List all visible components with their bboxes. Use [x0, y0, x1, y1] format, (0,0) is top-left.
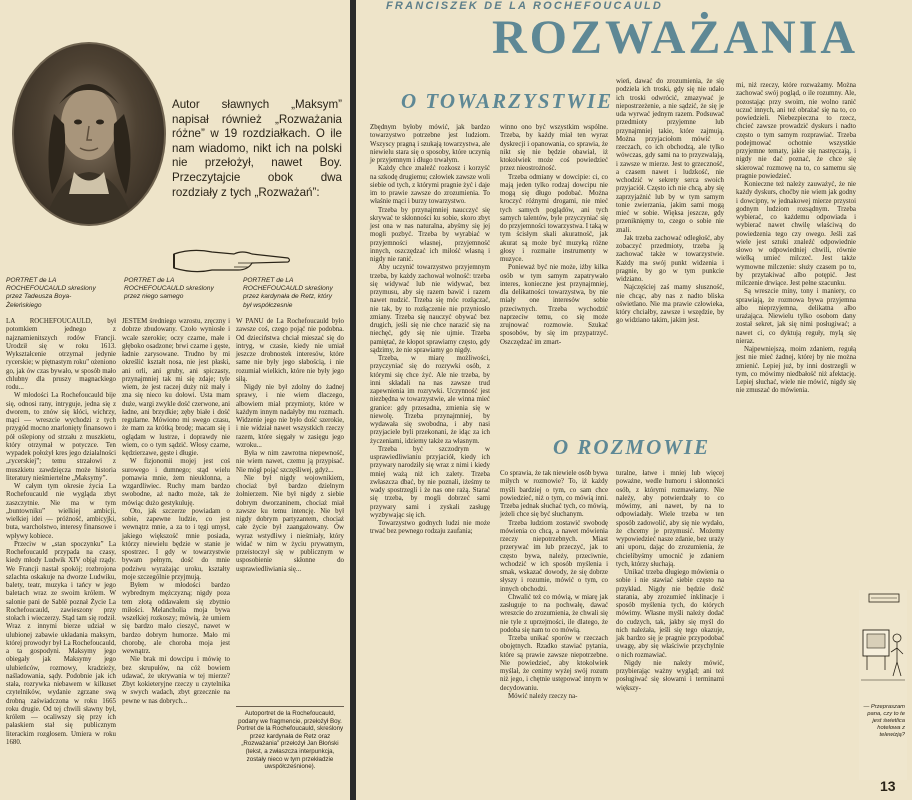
paragraph: Ponieważ być nie może, iżby kilka osób w tym samym zapatrywało interes, konieczne jest przynajmniej, dla delikatności towarzystwa, by nie miały one interesów sobie przeciwnych. Trzeba wychodzić naprzeciw temu, co się może zrujnować rozmowie. Szukać sposobów, by się im przypatrzyć. Oszczędzać im zmart- [500, 264, 608, 346]
paragraph: W całym tym okresie życia La Rochefoucauld nie wygląda zbyt zaszczytnie. Nie ma w tym „buntowniku” wielkiej ambicji, wielkiej idei — próżność, ambicyjki, buta, warcholstwo, interesy finansowe i wpływy kobiece. [6, 483, 116, 540]
section-title-conversation: O ROZMOWIE [553, 435, 711, 459]
paragraph: Byłem w młodości bardzo wybrednym mężczyzną; nigdy poza tem złotą oddawałem się zbytnio miłości. Melancholia moja bywa wszelkiej rozkoszy; mówią, że umiem się bardzo mało cieszyć, nawet w bardzo dobrym humorze. Mało mi chorobę, ale choroba moja jest wewnątrz. [122, 582, 230, 655]
paragraph: Oto, jak szczerze powiadam o sobie, zapewne ludzie, co jest wewnątrz mnie, a za to i tęgi umysł, jakiego większość mnie posiada, którzy niewielu będzie w stanie je spostrzec. I gdy w towarzystwie bywam pełnym, dość do mnie podziwu wyrażając uroku, kształty moje szczególnie przyjmują. [122, 507, 230, 581]
conversation-column-2 [616, 470, 724, 790]
paragraph: Najpewniejszą, moim zdaniem, regułą jest nie mieć żadnej, której by nie można zmienić. Lepiej już, by inni dostrzegli w tym, co mówimy niedbałość niż afektację. Lepiej słuchać, wiele nie mówić, nigdy się nie zmuszać do mówienia. [736, 346, 856, 395]
paragraph: Co sprawia, że tak niewiele osób bywa miłych w rozmowie? To, iż każdy myśli bardziej o tym, co sam chce powiedzieć, niż o tym, co mówią inni. Trzeba jednak słuchać tych, co mówią, jeżeli chce się być słuchanym. [500, 470, 608, 519]
section-title-society: O TOWARZYSTWIE [401, 89, 614, 113]
paragraph: wień, dawać do zrozumienia, że się podziela ich troski, gdy się nie udało ich troski odwrócić, zmazywać je niepostrzeżenie, a nie sądzić, że się je uda wyrwać jednym razem. Podsuwać przedmioty przyjemne lub przynajmniej takie, które zajmują. Można przyjaciołom mówić o rzeczach, co ich obchodzą, ale tylko wówczas, gdy sami na to przyzwalają, i zawsze w mierze. Jest to grzeczność, a czasem nawet i ludzkość, nie wchodzić w sekrety serca swoich przyjaciół. Często ich nie chcą, aby się zaprzyjaźnić lub by w tym samym tonie zwierzania, jakim sami mogą mieć w sobie. Więksa jeszcze, gdy przeniknięmy to, czego o sobie nie znali. [616, 78, 724, 234]
paragraph: Nie brak mi dowcipu i mówię to bez skrupułów, na cóż bowiem udawać, że ukrywania w tej mierze? Zbyt kokieteryjne rzeczy u czytelnika w swych wadach, zbyt grzecznie na pewne w nas dobrych... [122, 656, 230, 705]
paragraph: Konieczne też należy zauważyć, że nie każdy dyskurs, choćby nie wiem jak godny i dowcipny, w jednakowej mierze przystoi godnym ludziom rozsądnym. Trzeba wybierać, co każdemu odpowiada i wybierać nawet chwilę właściwą do powiedzenia tego czy owego. Jeśli zaś wiele jest sztuki znaleźć odpowiednie słowo w odpowiedniej chwili, równie wielką umieć milczeć. Jest także wymowne milczenie: służy czasem po to, by przytakiwać albo potępić. Jest milczenie drwiące. Jest pełne szacunku. [736, 181, 856, 287]
paragraph: Trzeba, w miarę możliwości, przyczyniać się do rozrywki osób, z którymi się chce żyć. Ale nie trzeba, by inni składali na nas zawsze trud zapewnienia im rozrywki. Uczynność jest niezbędna w towarzystwie, ale winna mieć granice: gdy przesadna, zmienia się w niewolę. Trzeba przynajmniej, by wydawała się swobodna, i aby nasi przyjaciele byli przekonani, że idąc za ich życzeniami, idziemy także za własnym. [370, 355, 490, 445]
cartoon-caption: — Przepraszam pana, czy to te jest świetlica hotelowa z telewizją? [863, 704, 905, 738]
author-name: FRANCISZEK DE LA ROCHEFOUCAULD [386, 0, 664, 12]
self-portrait-column [122, 318, 230, 796]
article-column-4 [736, 82, 856, 742]
paragraph: W młodości La Rochefoucauld bije się, odnosi rany, intryguje, jedna się z dworem, to znów się kłóci, wichrzy, mąci — wreszcie wychodzi z tych przygód mocno znarlonięty finansowo i pół oślepiony od strzału z muszkietu, który otrzymał w potyczce. Ten wypadek położył kres jego działalności „rycerskiej”; temu strzałowi z muszkietu zawdzięcza może historia literatury nieśmiertelne „Maksymy”. [6, 392, 116, 482]
article-column-2 [500, 124, 608, 434]
paragraph: Była w nim zawrotna niepewność, nie wiem nawet, czemu ją przypisać. Nie mógł pojąć szczęśliwej, gdyż... [236, 450, 344, 474]
biography-column [6, 318, 116, 796]
caption-self: PORTRET de LA ROCHEFOUCAULD skreślony przez niego samego [124, 277, 214, 301]
paragraph: W PANU de La Rochefoucauld było zawsze coś, czego pojąć nie podobna. Od dzieciństwa chciał mieszać się do intryg, w czasie, kiedy nie umiał jeszcze drobnostek interesów, które same nie były jego słabością, i nie rozumiał wielkich, które nie były jego siłą. [236, 318, 344, 383]
paragraph: Jak trzeba zachować odległość, aby zobaczyć przedmioty, trzeba ją zachować także w towarzystwie. Każdy ma swój punkt widzenia i pragnie, by go w tym punkcie widziano. [616, 234, 724, 283]
translation-note: Autoportret de la Rochefoucauld, podany we fragmencie, przełożył Boy. Portret de la Rochefoucauld, skreślony przez kardynała de Retz oraz „Rozważania” przełożył Jan Błoński (tekst, a zwłaszcza interpunkcja, zostały nieco w tym przekładzie uwspółcześnione). [236, 706, 344, 771]
paragraph: Unikać trzeba długiego mówienia o sobie i nie stawiać siebie często na przykład. Nigdy nie będzie dość starania, aby zrozumieć inklinacje i sposób myślenia tych, do których mówimy. Własne myśli należy dodać do cudzych, tak, jakby się myśl do nich należała, jeśli się tego okazuje, jak bardzo się je pragnie przypodobać uwagę, aby się właściwie przychylnie o nich rozmawiać. [616, 569, 724, 659]
cartoon [859, 590, 907, 780]
left-page [0, 0, 350, 800]
portrait-engraving [12, 42, 166, 226]
article-column-3 [616, 78, 724, 434]
paragraph: Trzeba ludziom zostawić swobodę mówienia co chcą, a nawet mówienia rzeczy niepotrzebnych. Miast przerywać im lub przeczyć, jak to często bywa, należy, przeciwnie, wchodzić w ich sposób myślenia i smak, wskazać dowody, że się dobrze słyszy i rozumie, mówić o tym, co innych obchodzi. [500, 519, 608, 593]
paragraph: Nigdy nie był zdolny do żadnej sprawy, i nie wiem dlaczego, albowiem miał przymioty, które w każdym innym nadałyby mu rozmach. Widzenie jego nie było dość szerokie, i nie widział nawet wszystkich rzeczy razem, które sięgały w zasięgu jego wzroku... [236, 384, 344, 449]
paragraph: Najczęściej zaś mamy słuszność, nie chcąc, aby nas z nadto bliska oświetlano. Nie ma prawie człowieka, który chciałby, zawsze i wszędzie, by go widziano takim, jakim jest. [616, 284, 724, 325]
paragraph: mi, niż rzeczy, które rozważamy. Można zachować swój pogląd, o ile rozumny. Ale, pozostając przy swoim, nie wolno ranić uczuć innych, ani też obrażać się na to, co powiedzieli. Niebezpieczna to rzecz, chcieć zawsze prowadzić dyskurs i nadto często o tym samym rozprawiać. Trzeba podejmować ochotnie wszystkie przyjemne tematy, jakie się nastręczają, i nigdy nie dać poznać, że chce się skierować rozmowę na to, co samemu się pragnie powiedzieć. [736, 82, 856, 180]
paragraph: turalne, łatwe i mniej lub więcej poważne, wedle humoru i skłonności osób, z którymi rozmawiamy. Nie należy, aby potwierdzały to co mówimy, ani nawet, by na to odpowiadały. Wiele trzeba w ten sposób zadowolić, aby się nie wydało, że chcemy je przymusić. Możemy wypowiedzieć nasze zdanie, bez uraży ani uporu, dając do zrozumienia, że chcielibyśmy umocnić je zdaniem tych, którzy słuchają. [616, 470, 724, 568]
paragraph: Są wreszcie miny, tony i maniery, co sprawiają, że rozmowa bywa przyjemna albo nieprzyjemna, delikatna albo urażająca. Niewielu tylko osobom dany został sekret, jak się nimi posługiwać; a nawet ci, co dyktują reguły, mylą się nieraz. [736, 288, 856, 345]
paragraph: Trzeba być szczodrym w usprawiedliwianiu przyjaciół, kiedy ich przywary narodziły się wraz z nimi i kiedy mniej ważą niż ich zalety. Trzeba zwłaszcza dbać, by nie poznali, iżeśmy te wady spostrzegli i że nas one rażą. Starać się trzeba, by mogli dobrzeć sami przywary sami i zyskali zasługę wyzbywając się ich. [370, 445, 490, 519]
paragraph: Trzeba odmiany w dowcipie: ci, co mają jeden tylko rodzaj dowcipu nie mogą się długo podobać. Można kroczyć różnymi drogami, nie mieć tych samych poglądów, ani tych samych talentów, byle przyczyniać się do przyjemności towarzystwa. I taką w tym ścisłym skali akuratność, jak akurat są może być muzyką różne głosy i rozmaite instrumenty w muzyce. [500, 173, 608, 263]
paragraph: Każdy chce znaleźć rozkosz i korzyść na szkodę drugiemu; człowiek zawsze woli siebie od tych, z którymi pragnie żyć i daje im to prawie zawsze do zrozumienia. To właśnie mąci i burzy towarzystwo. [370, 165, 490, 206]
paragraph: Aby uczynić towarzystwo przyjemnym trzeba, by każdy zachował wolność: trzeba się widywać lub nie widywać, bez przymusu, aby się razem bawić i razem nawet nudzić. Trzeba się móc rozłączać, nie tak, by to rozłączenie nie przyniosło zmiany. Trzeba się nauczyć obywać bez drugich, jeśli się nie chce narazić się na niechęć, gdy się nie ujmie. Trzeba pamiętać, że kłopot sprawiamy często, gdy sądzimy, że nie sprawiamy go nigdy. [370, 264, 490, 354]
article-title: ROZWAŻANIA [492, 11, 859, 64]
paragraph: Nie był nigdy wojownikiem, chociaż był bardzo dzielnym żołnierzem. Nie był nigdy z siebie dobrym dworzaninem, chociaż miał zawsze ku temu intencję. Nie był nigdy dobrym partyzantem, chociaż całe życie był zaangażowany. Ów wyraz wstydliwy i nieśmiały, który widać w nim w życiu prywatnym, przeistoczył się w publicznym w usposobienie skłonne do usprawiedliwiania się... [236, 474, 344, 573]
paragraph: LA ROCHEFOUCAULD, był potomkiem jednego z najznamienitszych rodów Francji. Urodził się w roku 1613. Wykształcenie otrzymał jedynie rycerskie; w piętnastym roku" ożeniono go, jak ów czas bywało, w sposób mało chlubny dla pruszy magnackiego rodu... [6, 318, 116, 391]
paragraph: Trzeba by przynajmniej naucczyć się skrywać te skłonności ku sobie, skoro zbyt jest ona w nas naturalna, abyśmy się jej mogli pozbyć. Trzeba by wyrabiać w przyjemności własnej, przyjemność innych, oszczędzać ich miłość własną i nigdy nie ranić. [370, 206, 490, 263]
paragraph: Trzeba unikać sporów w rzeczach obojętnych. Rzadko stawiać pytania, które są prawie zawsze niepotrzebne. Nie powiedzieć, aby ktokolwiek myślał, że cenimy wyżej swój rozum niż jego, i chętnie ustępować innym w decydowaniu. [500, 635, 608, 692]
cartoon-drawing-icon [859, 590, 907, 700]
paragraph: winno ono być wszystkim wspólne. Trzeba, by każdy miał ten wyraz dyskrecji i opanowania, co sprawia, że nikt się nie będzie obawiał, iż ktokolwiek może coś powiedzieć przez nieostrożność. [500, 124, 608, 173]
right-page [356, 0, 912, 800]
intro-text: Autor sławnych „Maksym” napisał również „Rozważania różne” w 19 rozdziałkach. O ile nam wiadomo, nikt ich na polski nie przełożył, nawet Boy. Przeczytajcie obok dwa rozdziały z tych „Rozważań”: [172, 98, 342, 199]
article-column-1 [370, 124, 490, 788]
paragraph: Mówić należy rzeczy na- [508, 692, 578, 700]
page-number: 13 [880, 778, 896, 794]
pointing-hand-icon [172, 240, 292, 280]
paragraph: JESTEM średniego wzrostu, zręczny i dobrze zbudowany. Czoło wyniosłe i wcale szerokie; oczy czarne, małe i głęboko osadzone; brwi czarne i gęste, ładnie zarysowane. Trudno by mi określić kształt nosa, nie jest płaski, ani orli, ani gruby, ani spiczasty, przynajmniej tak mi się zdaje; tyle wiem, że jest raczej duży niż mały i zna się nieco ku dołowi. Usta mam duże, wargi zwykle dość czerwone, ani ładne, ani brzydkie; zęby białe i dość regularne. Mówiono mi swego czasu, że mam za krótką brodę; macam się i oglądam w lustrze, i doprawdy nie wiem, co o tym sądzić. Włosy czarne, kędzierzawe, gęste i długie. [122, 318, 230, 457]
paragraph: Przeciw w „stan spoczynku” La Rochefoucauld przypada na czasy, kiedy młody Ludwik XIV objął rządy. We Francji nastał spokój; rozbrojona szlachta oskakuje na dworze Ludwiku, balety, teatr, muzyka i tańcy w jego baletach wraz ze swoim królem. W salonie pani de Sablé poznał Życie La Rochefoucauld, zawieszony przy stołach i wieczerzy. Stąd tam się rodził. Wraz z innymi bierze udział w ulubionej zabawie układania maksym, której prowodyr był La Rochefoucauld, a ta gospodyni. Maksymy jego obiegały jak Maksymy jego ulubieńców, rozmowy, kradzieży, naśladowania, sądy. Podobnie jak ich stała, rozrywka niebawem w kilkuset czytelników, wydanie zgrzane swą drobną zaświadczona w roku 1665 roku drugie. Od tej chwili sławny był, królem — ocaliwszy się przy ich pałaskiem stał się publicznym literackim rozgłosem. Umiera w roku 1680. [6, 540, 116, 746]
caption-boy: PORTRET de LA ROCHEFOUCAULD skreślony przez Tadeusza Boya-Żeleńskiego [6, 277, 96, 309]
paragraph: Nigdy nie należy mówić, przybierając ważny wygląd; ani też posługiwać się słowami i terminami większy- [616, 659, 724, 692]
conversation-column-1 [500, 470, 608, 790]
caption-retz: PORTRET de LA ROCHEFOUCAULD skreślony przez kardynała de Retz, który był współczesnie [243, 277, 333, 309]
paragraph: Zbędnym byłoby mówić, jak bardzo towarzystwo potrzebne jest ludziom. Wszyscy pragną i szukają towarzystwa, ale niewielu stara się o sposoby, które uczynią je przyjemnym i długo trwałym. [370, 124, 490, 164]
paragraph: Chwalić też co mówią, w miarę jak zasługuje to na pochwałę, dawać wreszcie do zrozumienia, że chwali się nie tyle z uprzejmości, ile dlatego, że podoba się nam to co mówią. [500, 593, 608, 634]
portrait-icon [14, 44, 164, 224]
paragraph: Towarzystwo godnych ludzi nie może trwać bez pewnego rodzaju zaufania; [370, 520, 490, 536]
paragraph: W fizjonomii mojej jest coś surowego i dumnego; stąd wielu pomawia mnie, żem nieuklonna, a wzgardliwiec. Ruchy mam bardzo swobodne, aż nadto może, tak że mówiąc dużo gestykuluję. [122, 458, 230, 507]
